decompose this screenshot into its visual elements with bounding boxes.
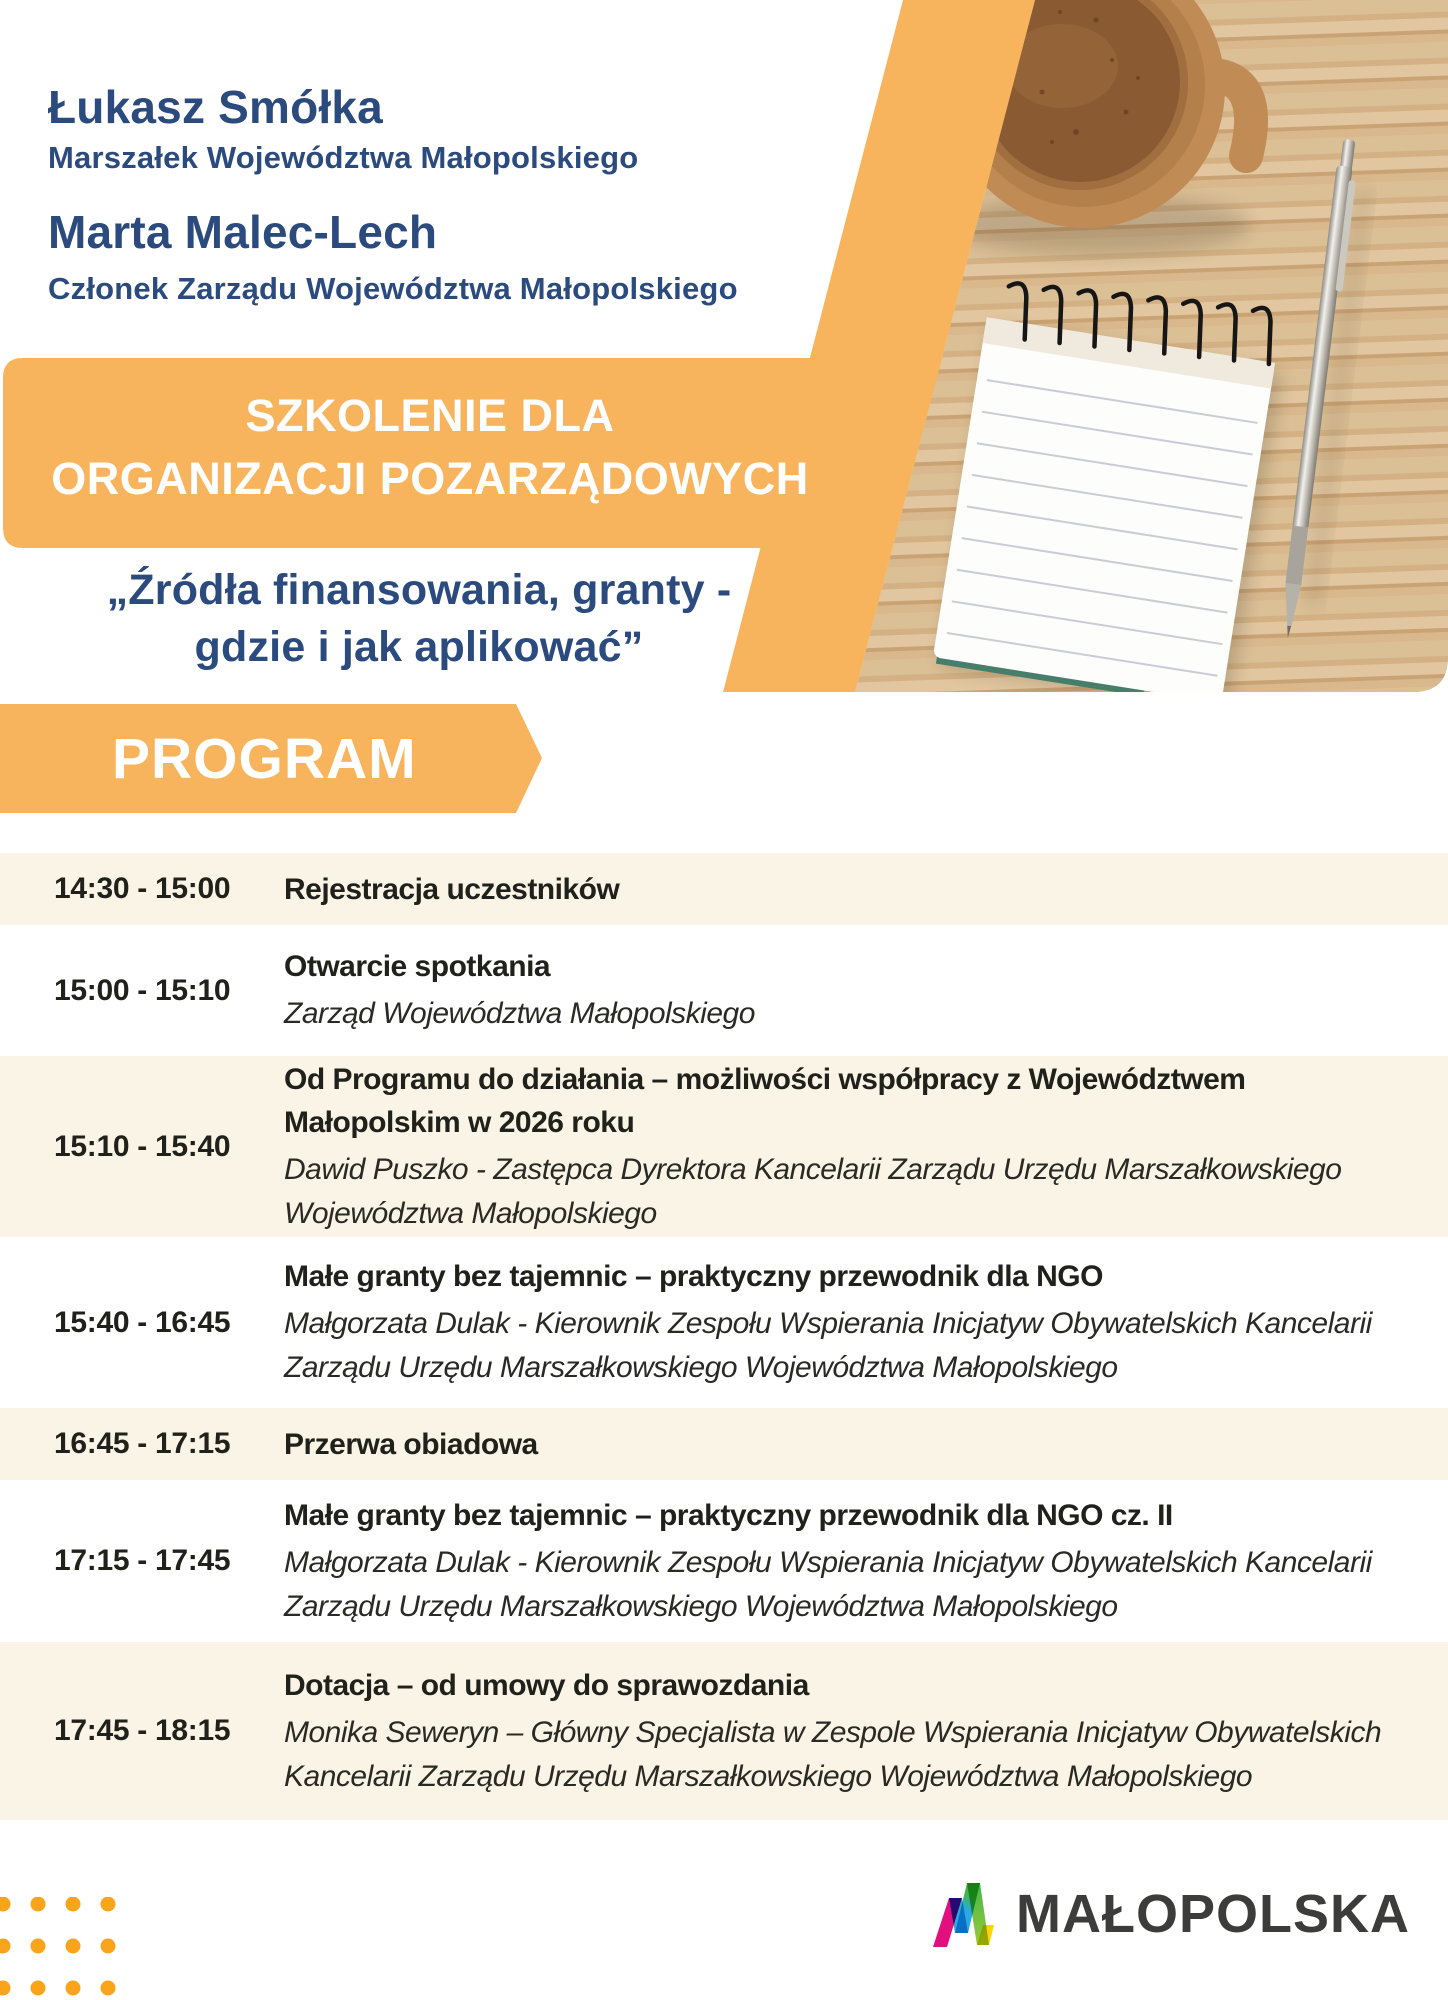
- time-range: 14:30 - 15:00: [54, 872, 231, 905]
- session-speaker: Monika Seweryn – Główny Specjalista w Zespole Wspierania Inicjatyw Obywatelskich Kancelarii Zarządu Urzędu Marszałkowskiego Województwa Małopolskiego: [284, 1715, 1382, 1793]
- time-range: 15:10 - 15:40: [54, 1129, 231, 1163]
- table-row: [0, 925, 1448, 1056]
- session-speaker: Dawid Puszko - Zastępca Dyrektora Kancelarii Zarządu Urzędu Marszałkowskiego Województwa Małopolskiego: [284, 1152, 1342, 1230]
- malopolska-logo: [930, 1878, 1410, 1950]
- time-range: 17:45 - 18:15: [54, 1714, 231, 1747]
- session-title: Dotacja – od umowy do sprawozdania: [284, 1668, 809, 1702]
- table-row: [0, 1480, 1448, 1642]
- program-table: [0, 853, 1448, 1820]
- dots-decoration: [0, 1897, 126, 1997]
- session-description: [284, 1494, 1448, 1629]
- event-subtitle-quote: [0, 562, 838, 676]
- speaker-name-1: Łukasz Smółka: [48, 81, 383, 133]
- time-range: 17:15 - 17:45: [54, 1544, 231, 1577]
- session-speaker: Małgorzata Dulak - Kierownik Zespołu Wspierania Inicjatyw Obywatelskich Kancelarii Zarządu Urzędu Marszałkowskiego Województwa Małopolskiego: [284, 1545, 1372, 1623]
- table-row: [0, 853, 1448, 925]
- event-title-line1: SZKOLENIE DLA: [245, 390, 615, 441]
- session-title: Przerwa obiadowa: [284, 1427, 538, 1461]
- table-row: [0, 1408, 1448, 1480]
- speaker-title-1: Marszałek Województwa Małopolskiego: [48, 140, 639, 175]
- table-row: [0, 1237, 1448, 1408]
- time-range: 16:45 - 17:15: [54, 1427, 231, 1460]
- quote-line2: gdzie i jak aplikować”: [194, 623, 644, 671]
- session-speaker: Małgorzata Dulak - Kierownik Zespołu Wspierania Inicjatyw Obywatelskich Kancelarii Zarządu Urzędu Marszałkowskiego Województwa Małopolskiego: [284, 1307, 1372, 1384]
- session-description: [284, 1255, 1448, 1390]
- table-row: [0, 1056, 1448, 1237]
- event-title: [10, 384, 850, 510]
- session-description: [284, 1664, 1448, 1799]
- time-range: 15:00 - 15:10: [54, 973, 231, 1007]
- program-section-label: PROGRAM: [112, 727, 417, 791]
- malopolska-logo-mark-icon: [930, 1879, 998, 1949]
- session-title: Rejestracja uczestników: [284, 872, 620, 906]
- session-description: [284, 1423, 1448, 1466]
- speaker-name-2: Marta Malec-Lech: [48, 206, 438, 258]
- event-title-line2: ORGANIZACJI POZARZĄDOWYCH: [51, 453, 809, 504]
- session-description: [284, 1058, 1448, 1236]
- session-description: [284, 945, 1448, 1036]
- malopolska-logo-text: MAŁOPOLSKA: [1016, 1884, 1410, 1944]
- session-title: Małe granty bez tajemnic – praktyczny przewodnik dla NGO cz. II: [284, 1498, 1173, 1532]
- table-row: [0, 1642, 1448, 1820]
- speaker-title-2: Członek Zarządu Województwa Małopolskiego: [48, 271, 738, 306]
- session-title: Otwarcie spotkania: [284, 950, 551, 983]
- time-range: 15:40 - 16:45: [54, 1305, 231, 1339]
- session-title: Małe granty bez tajemnic – praktyczny przewodnik dla NGO: [284, 1260, 1103, 1293]
- session-title: Od Programu do działania – możliwości współpracy z Województwem Małopolskim w 2026 roku: [284, 1062, 1246, 1139]
- session-speaker: Zarząd Województwa Małopolskiego: [284, 997, 755, 1030]
- session-description: [284, 868, 1448, 911]
- quote-line1: „Źródła finansowania, granty -: [106, 566, 732, 614]
